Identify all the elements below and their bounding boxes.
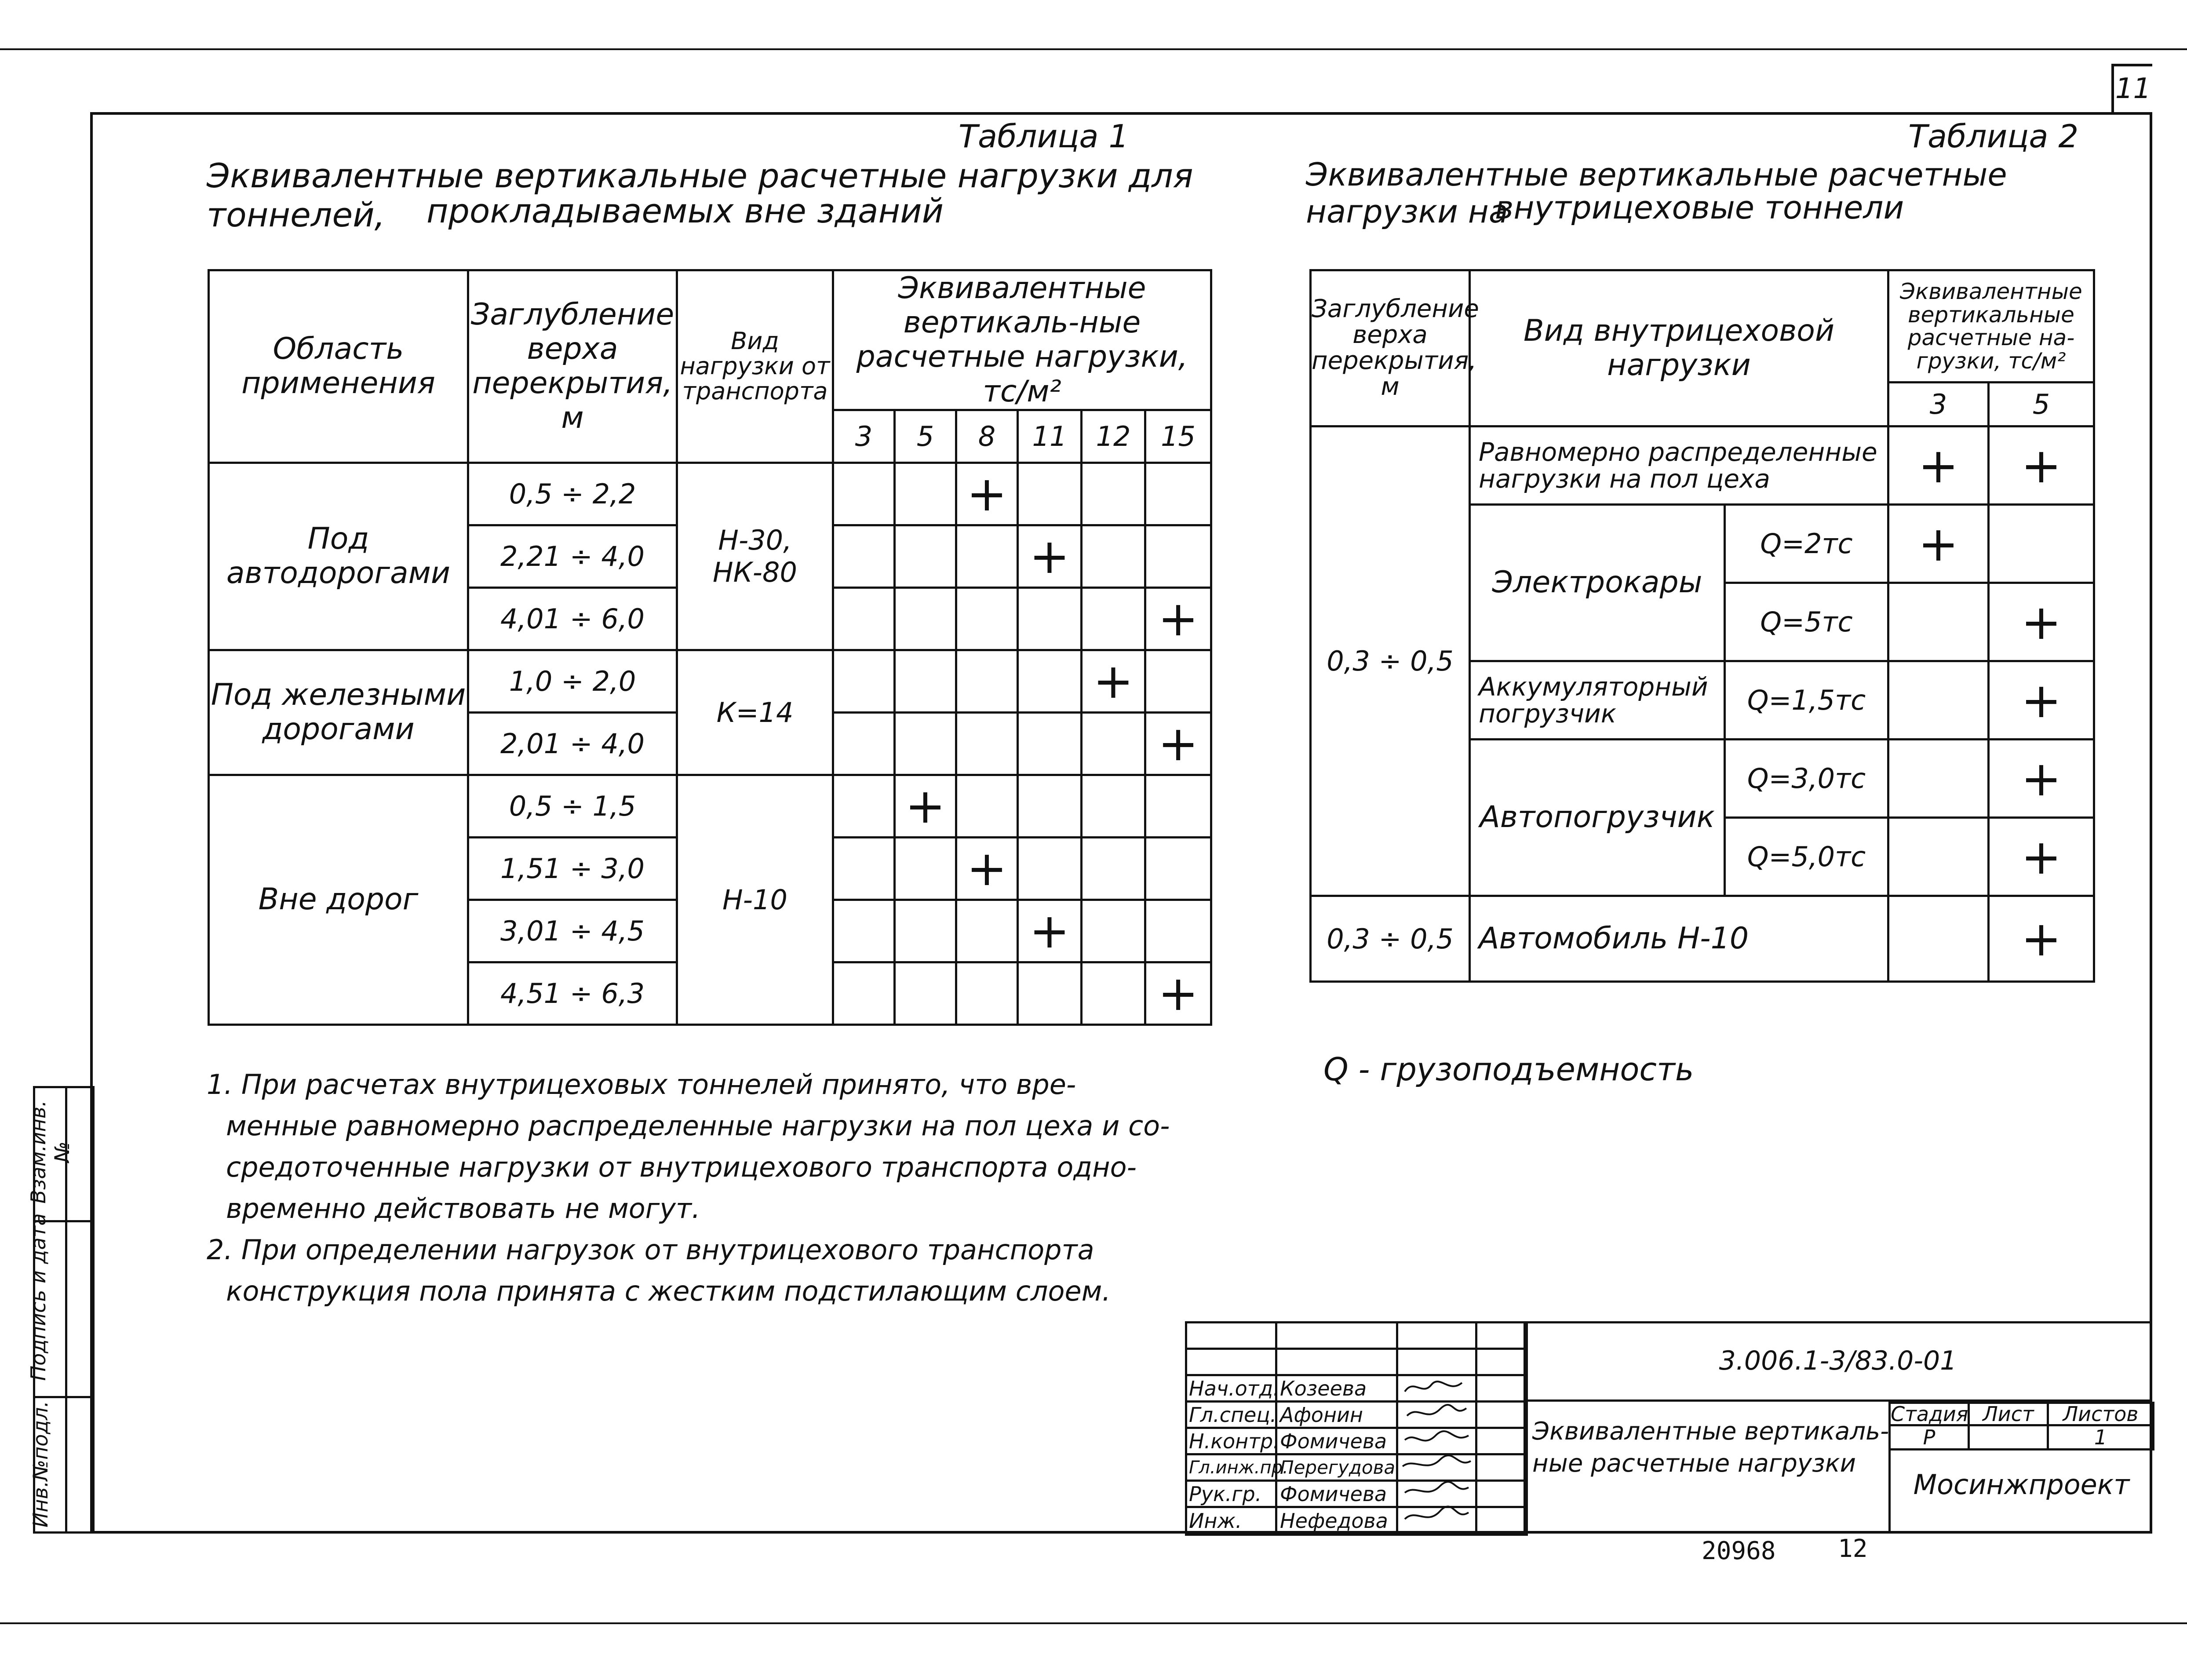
t1-depth-5: 2,01 ÷ 4,0 xyxy=(468,712,677,775)
title-block xyxy=(1185,1321,2152,1534)
doc-title-line1: Эквивалентные вертикаль- xyxy=(1532,1417,1889,1446)
t1-mark: + xyxy=(956,463,1018,525)
sheet-number: 11 xyxy=(2115,73,2151,105)
role: Рук.гр. xyxy=(1186,1481,1276,1507)
t1-col-8: 8 xyxy=(956,410,1018,463)
name: Фомичева xyxy=(1276,1428,1397,1454)
q-legend: Q - грузоподъемность xyxy=(1323,1051,1694,1088)
stage-value: Р xyxy=(1890,1425,1969,1450)
table2-title-line2: внутрицеховые тоннели xyxy=(1495,189,1904,226)
name: Фомичева xyxy=(1276,1481,1397,1507)
t1-area-offroad: Вне дорог xyxy=(209,775,468,1024)
role: Н.контр. xyxy=(1186,1428,1276,1454)
table1-title-line1: Эквивалентные вертикальные расчетные нагрузки для тоннелей, xyxy=(207,156,1193,234)
t2-row-uniform: Равномерно распределенные нагрузки на пол цеха xyxy=(1470,426,1888,505)
t2-al-q2: Q=5,0тс xyxy=(1725,818,1888,896)
t1-depth-7: 1,51 ÷ 3,0 xyxy=(468,837,677,900)
t1-header-depth: Заглубление верха перекрытия, м xyxy=(468,270,677,463)
t2-col-3: 3 xyxy=(1888,383,1989,426)
t2-mark: + xyxy=(1989,818,2094,896)
t1-mark: + xyxy=(1018,525,1082,587)
t1-depth-2: 2,21 ÷ 4,0 xyxy=(468,525,677,587)
org-name: Мосинжпроект xyxy=(1913,1469,2130,1501)
t1-mark: + xyxy=(1018,900,1082,962)
name: Перегудова xyxy=(1276,1454,1397,1481)
table1-label: Таблица 1 xyxy=(959,118,1129,155)
role: Гл.инж.пр. xyxy=(1186,1454,1276,1481)
sheets-value: 1 xyxy=(2048,1425,2154,1450)
t2-mark: + xyxy=(1989,896,2094,982)
t1-load-railways: К=14 xyxy=(677,650,833,775)
t1-col-12: 12 xyxy=(1082,410,1145,463)
sheets-label: Листов xyxy=(2048,1403,2154,1425)
t2-row-electrocar: Электрокары xyxy=(1470,505,1725,661)
t2-mark: + xyxy=(1888,426,1989,505)
doc-title-line2: ные расчетные нагрузки xyxy=(1532,1449,1856,1478)
table2-title-line1: Эквивалентные вертикальные расчетные нагрузки на xyxy=(1306,156,2007,230)
t2-ec-q1: Q=2тс xyxy=(1725,505,1888,583)
table2 xyxy=(1309,269,2095,983)
t1-header-equiv: Эквивалентные вертикаль-ные расчетные нагрузки, тс/м² xyxy=(833,270,1211,410)
note-line: временно действовать не могут. xyxy=(226,1192,700,1224)
t2-mark: + xyxy=(1888,505,1989,583)
sheet-label: Лист xyxy=(1969,1403,2048,1425)
t1-depth-6: 0,5 ÷ 1,5 xyxy=(468,775,677,837)
t1-mark: + xyxy=(1145,587,1211,650)
note-line: конструкция пола принята с жестким подстилающим слоем. xyxy=(226,1275,1111,1307)
t2-header-depth: Заглубление верха перекрытия, м xyxy=(1311,270,1470,426)
t1-area-roads: Под автодорогами xyxy=(209,463,468,650)
role: Нач.отд. xyxy=(1186,1375,1276,1402)
t1-depth-9: 4,51 ÷ 6,3 xyxy=(468,962,677,1024)
t1-load-offroad: Н-10 xyxy=(677,775,833,1024)
notes xyxy=(207,1064,1174,1312)
side-stamp-replace-inv: Взам.инв.№ xyxy=(26,1100,74,1204)
note-line: средоточенные нагрузки от внутрицехового транспорта одно- xyxy=(226,1151,1137,1183)
sheet-value xyxy=(1969,1425,2048,1450)
t1-header-load-type: Вид нагрузки от транспорта xyxy=(677,270,833,463)
stage-grid xyxy=(1888,1402,2154,1450)
side-stamp-signature-date: Подпись и дата xyxy=(26,1213,50,1381)
t2-header-load-type: Вид внутрицеховой нагрузки xyxy=(1470,270,1888,426)
name: Нефедова xyxy=(1276,1507,1397,1535)
footer-number-1: 20968 xyxy=(1702,1537,1776,1565)
t2-col-5: 5 xyxy=(1989,383,2094,426)
t1-header-area: Область применения xyxy=(209,270,468,463)
t2-al-q1: Q=3,0тс xyxy=(1725,740,1888,818)
table1 xyxy=(208,269,1212,1026)
t1-area-railways: Под железными дорогами xyxy=(209,650,468,775)
footer-number-2: 12 xyxy=(1838,1534,1868,1563)
note-line: менные равномерно распределенные нагрузки на пол цеха и со- xyxy=(226,1110,1170,1142)
doc-title xyxy=(1532,1416,1893,1480)
role: Гл.спец. xyxy=(1186,1402,1276,1428)
signatures-scribbles xyxy=(1396,1374,1475,1534)
t1-mark: + xyxy=(895,775,956,837)
t1-mark: + xyxy=(1082,650,1145,712)
t2-row-battery: Аккумуляторный погрузчик xyxy=(1470,661,1725,740)
t2-mark: + xyxy=(1989,661,2094,740)
t1-col-5: 5 xyxy=(895,410,956,463)
name: Афонин xyxy=(1276,1402,1397,1428)
sheet-bottom-edge xyxy=(0,1622,2187,1624)
doc-code: 3.006.1-3/83.0-01 xyxy=(1719,1345,1957,1376)
role: Инж. xyxy=(1186,1507,1276,1535)
note-line: 1. При расчетах внутрицеховых тоннелей принято, что вре- xyxy=(207,1068,1076,1101)
t2-header-equiv: Эквивалентные вертикальные расчетные на-грузки, тс/м² xyxy=(1888,270,2094,383)
note-line: 2. При определении нагрузок от внутрицехового транспорта xyxy=(207,1234,1094,1266)
t2-depth-a: 0,3 ÷ 0,5 xyxy=(1311,426,1470,896)
t1-mark: + xyxy=(956,837,1018,900)
t2-bat-q: Q=1,5тс xyxy=(1725,661,1888,740)
t1-depth-1: 0,5 ÷ 2,2 xyxy=(468,463,677,525)
t2-mark: + xyxy=(1989,740,2094,818)
t1-mark: + xyxy=(1145,712,1211,775)
t1-depth-4: 1,0 ÷ 2,0 xyxy=(468,650,677,712)
t1-depth-3: 4,01 ÷ 6,0 xyxy=(468,587,677,650)
table1-title-line2: прокладываемых вне зданий xyxy=(426,191,944,230)
stage-label: Стадия xyxy=(1890,1403,1969,1425)
title-block-signatures xyxy=(1185,1321,1528,1536)
t2-mark: + xyxy=(1989,583,2094,661)
name: Козеева xyxy=(1276,1375,1397,1402)
t1-col-15: 15 xyxy=(1145,410,1211,463)
t2-ec-q2: Q=5тс xyxy=(1725,583,1888,661)
t2-row-car: Автомобиль Н-10 xyxy=(1470,896,1888,982)
table2-label: Таблица 2 xyxy=(1908,118,2079,155)
t1-mark: + xyxy=(1145,962,1211,1024)
t2-depth-b: 0,3 ÷ 0,5 xyxy=(1311,896,1470,982)
t2-mark: + xyxy=(1989,426,2094,505)
t1-col-11: 11 xyxy=(1018,410,1082,463)
t2-row-autoloader: Автопогрузчик xyxy=(1470,740,1725,896)
t1-col-3: 3 xyxy=(833,410,895,463)
side-stamp-inv-no: Инв.№подл. xyxy=(29,1400,52,1528)
t1-load-roads: Н-30, НК-80 xyxy=(677,463,833,650)
sheet-top-edge xyxy=(0,48,2187,50)
t1-depth-8: 3,01 ÷ 4,5 xyxy=(468,900,677,962)
